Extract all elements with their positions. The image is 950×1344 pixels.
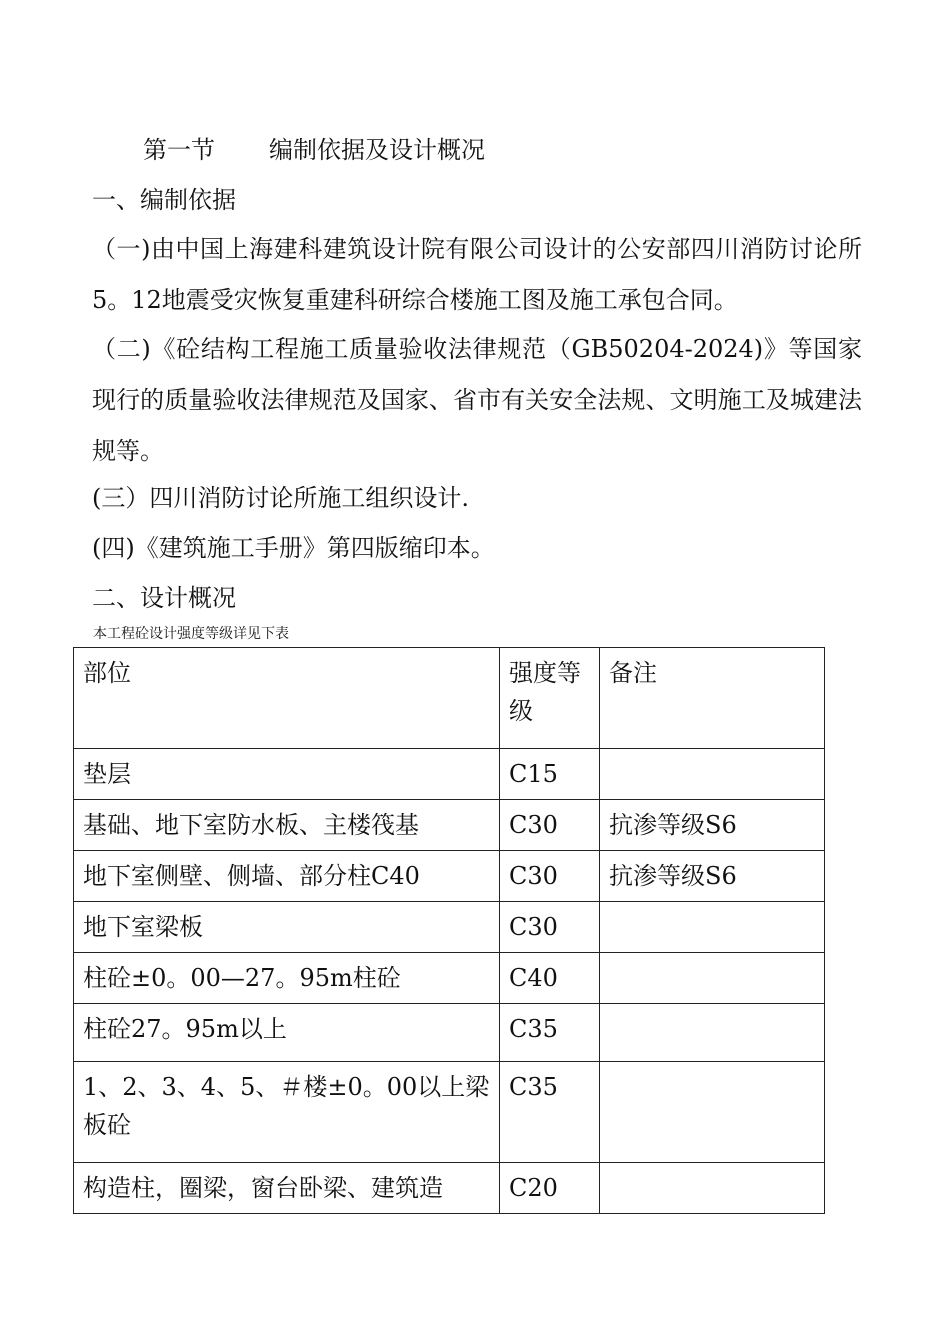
cell-location: 地下室侧壁、侧墙、部分柱C40 xyxy=(74,851,500,902)
table-caption: 本工程砼设计强度等级详见下表 xyxy=(93,626,289,642)
cell-location: 垫层 xyxy=(74,749,500,800)
cell-remarks xyxy=(600,902,825,953)
cell-remarks xyxy=(600,1163,825,1214)
heading-compilation-basis: 一、编制依据 xyxy=(92,186,236,214)
cell-location: 1、2、3、4、5、＃楼±0。00以上梁板砼 xyxy=(74,1062,500,1163)
cell-remarks: 抗渗等级S6 xyxy=(600,851,825,902)
basis-item-4: (四)《建筑施工手册》第四版缩印本。 xyxy=(92,534,495,562)
table-header-row xyxy=(74,648,825,749)
cell-grade: C40 xyxy=(500,953,600,1004)
cell-grade: C15 xyxy=(500,749,600,800)
heading-design-overview: 二、设计概况 xyxy=(92,584,236,612)
section-title xyxy=(143,134,485,166)
table-row xyxy=(74,902,825,953)
cell-location: 地下室梁板 xyxy=(74,902,500,953)
cell-remarks xyxy=(600,749,825,800)
cell-grade: C20 xyxy=(500,1163,600,1214)
header-remarks: 备注 xyxy=(600,648,825,749)
cell-remarks xyxy=(600,953,825,1004)
cell-grade: C30 xyxy=(500,800,600,851)
cell-grade: C35 xyxy=(500,1062,600,1163)
cell-location: 基础、地下室防水板、主楼筏基 xyxy=(74,800,500,851)
table-row xyxy=(74,1062,825,1163)
table-row xyxy=(74,953,825,1004)
basis-item-1: （一)由中国上海建科建筑设计院有限公司设计的公安部四川消防讨论所5。12地震受灾恢复重建科研综合楼施工图及施工承包合同。 xyxy=(92,235,862,314)
cell-location: 柱砼27。95m以上 xyxy=(74,1004,500,1062)
cell-location: 构造柱，圈梁，窗台卧梁、建筑造 xyxy=(74,1163,500,1214)
cell-grade: C30 xyxy=(500,902,600,953)
cell-remarks xyxy=(600,1004,825,1062)
table-row xyxy=(74,1004,825,1062)
section-number: 第一节 xyxy=(143,136,215,164)
table-row xyxy=(74,851,825,902)
section-name: 编制依据及设计概况 xyxy=(269,136,485,164)
basis-item-3: (三）四川消防讨论所施工组织设计. xyxy=(92,484,469,512)
table-row xyxy=(74,800,825,851)
table-row xyxy=(74,1163,825,1214)
concrete-grade-table xyxy=(73,647,825,1214)
basis-item-2: （二)《砼结构工程施工质量验收法律规范（GB50204-2024)》等国家现行的质量验收法律规范及国家、省市有关安全法规、文明施工及城建法规等。 xyxy=(92,335,862,465)
cell-grade: C35 xyxy=(500,1004,600,1062)
cell-grade: C30 xyxy=(500,851,600,902)
header-strength-grade: 强度等级 xyxy=(500,648,600,749)
cell-location: 柱砼±0。00—27。95m柱砼 xyxy=(74,953,500,1004)
cell-remarks xyxy=(600,1062,825,1163)
header-location: 部位 xyxy=(74,648,500,749)
cell-remarks: 抗渗等级S6 xyxy=(600,800,825,851)
table-row xyxy=(74,749,825,800)
